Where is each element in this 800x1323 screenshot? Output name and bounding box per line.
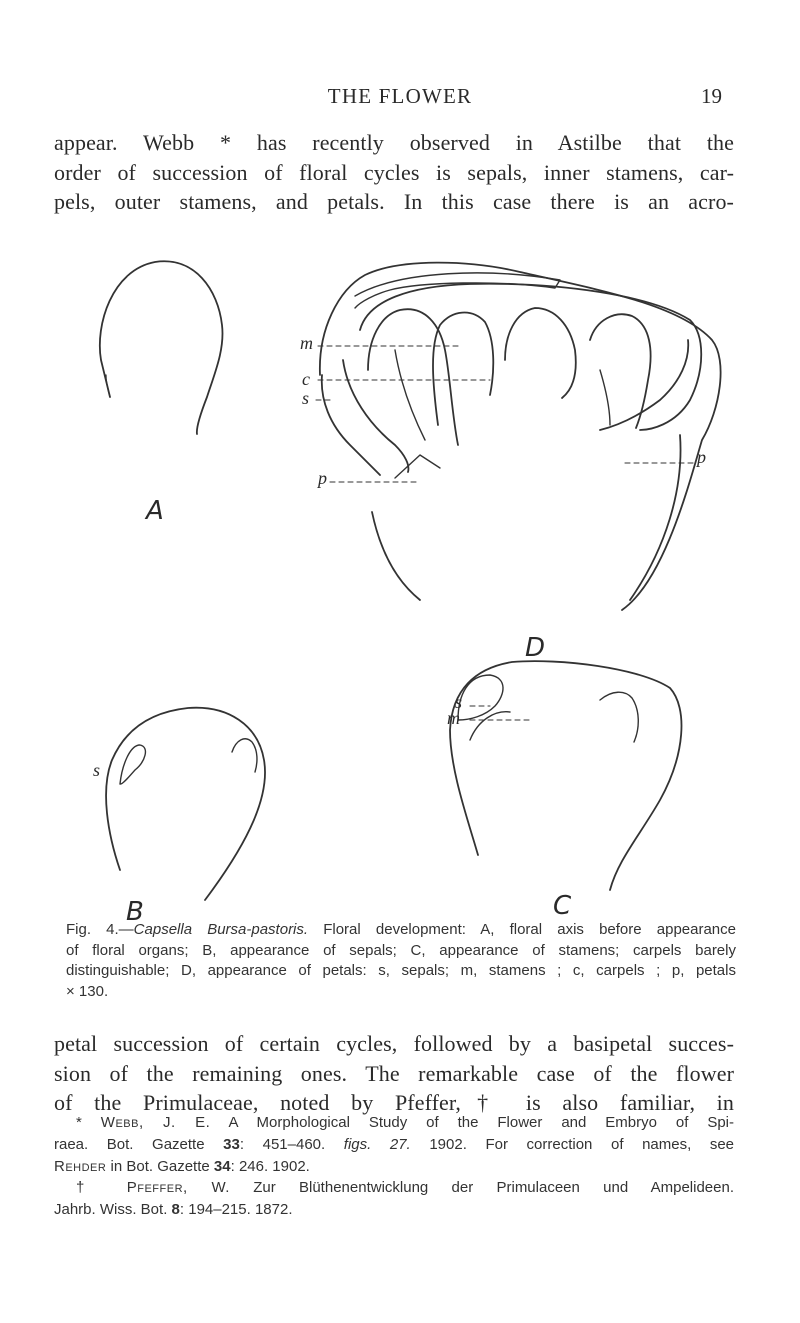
footnotes <box>54 1112 734 1221</box>
footnote-1-year-note: 1902. For correction of names, see <box>429 1135 735 1153</box>
footnote-1-author: Webb, J. E. <box>100 1114 211 1131</box>
footnote-1-journal: raea. Bot. Gazette <box>54 1135 205 1153</box>
footnote-1-rehder: Rehder <box>54 1157 107 1175</box>
footnote-2-journal: Jahrb. Wiss. Bot. <box>54 1201 168 1219</box>
paragraph-1-line-3: pels, outer stamens, and petals. In this case there is an acro- <box>54 189 734 214</box>
caption-line-2: of floral organs; B, appearance of sepals; C, appearance of stamens; carpels barely <box>66 941 736 959</box>
floral-development-figure <box>0 250 800 927</box>
caption-line-4: × 130. <box>66 982 109 1000</box>
caption-line-1: Fig. 4.—Capsella Bursa-pastoris. Floral development: A, floral axis before appearance <box>66 921 736 938</box>
panel-label-b: B <box>126 897 144 927</box>
panel-b-right-sepal <box>232 739 257 772</box>
running-head <box>0 84 800 108</box>
footnote-2-title: Zur Blüthenentwicklung der Primulaceen und Ampelideen. <box>253 1179 734 1197</box>
panel-label-d: D <box>525 633 546 663</box>
footnote-1-marker: * <box>76 1114 82 1131</box>
panel-d-stamen-inner-right <box>600 370 610 425</box>
footnote-1-figs: figs. 27. <box>343 1135 411 1153</box>
panel-d-outer-sepal-tip <box>355 273 560 308</box>
panel-c-right-sepal <box>600 692 638 742</box>
panel-d-carpel-right <box>505 308 576 398</box>
footnote-1-journal-2: in Bot. Gazette <box>110 1157 210 1175</box>
panel-d-stamen-left <box>368 309 458 445</box>
panel-c-outline <box>450 661 681 890</box>
footnote-2-line-2 <box>54 1199 734 1221</box>
footnote-1-title: A Morphological Study of the Flower and Embryo of Spi- <box>228 1114 735 1131</box>
footnote-2-marker: † <box>76 1179 104 1197</box>
caption-line-3: distinguishable; D, appearance of petals: s, sepals; m, stamens ; c, carpels ; p, petals <box>66 962 736 979</box>
footnote-2-pages: : 194–215. 1872. <box>179 1201 293 1219</box>
caption-text-1: Floral development: A, floral axis before appearance <box>323 921 736 938</box>
footnote-1-line-1 <box>54 1112 734 1134</box>
paragraph-2-line-2: sion of the remaining ones. The remarkable case of the flower <box>54 1060 734 1086</box>
footnote-1-line-3 <box>54 1156 734 1178</box>
paragraph-1-line-1: appear. Webb * has recently observed in Astilbe that the <box>54 130 734 155</box>
panel-c-stamen <box>470 712 510 740</box>
panel-d-bottom-notch <box>395 455 440 478</box>
running-title: THE FLOWER <box>327 84 473 108</box>
footnote-1-volume: 33 <box>223 1135 240 1153</box>
organ-label-m: m <box>300 333 313 353</box>
organ-label-p-left: p <box>318 468 327 488</box>
footnote-1-volume-2: 34 <box>213 1157 231 1175</box>
footnote-2-author: Pfeffer, W. <box>126 1179 230 1197</box>
paragraph-2-line-3: of the Primulaceae, noted by Pfeffer,† is also familiar, in <box>54 1090 734 1115</box>
footnote-1-pages-2: : 246. 1902. <box>230 1157 310 1175</box>
panel-d-stamen-right <box>590 314 651 428</box>
panel-c-organ-label-m: m <box>447 708 460 728</box>
panel-c-organ-label-s: s <box>455 692 463 712</box>
footnote-1-pages: : 451–460. <box>239 1135 326 1153</box>
paragraph-2 <box>54 1029 734 1118</box>
panel-d-carpel-left <box>433 313 493 425</box>
panel-b-organ-label-s: s <box>93 760 101 780</box>
panel-label-a: A <box>146 496 164 526</box>
panel-a-axis-outline <box>100 261 223 434</box>
organ-label-p-right: p <box>697 447 706 467</box>
organ-label-s: s <box>302 388 310 408</box>
panel-d-left-petal <box>343 360 408 472</box>
figure-drawings <box>0 250 800 915</box>
caption-species: Capsella Bursa-pastoris. <box>133 921 309 938</box>
paragraph-2-line-1: petal succession of certain cycles, followed by a basipetal succes- <box>54 1031 734 1056</box>
footnote-2-volume: 8 <box>171 1201 180 1219</box>
panel-d-stamen-inner-left <box>395 350 425 440</box>
footnote-2-line-1 <box>54 1177 734 1199</box>
panel-d-left-base <box>372 512 420 600</box>
figure-caption <box>66 920 736 1002</box>
paragraph-1-line-2: order of succession of floral cycles is sepals, inner stamens, car- <box>54 159 734 185</box>
panel-b-left-sepal <box>120 745 145 784</box>
paragraph-1 <box>54 128 734 217</box>
panel-label-c: C <box>553 891 572 921</box>
page-number: 19 <box>701 84 722 108</box>
footnote-1-line-2 <box>54 1134 734 1156</box>
caption-fig-number: Fig. 4. <box>66 921 119 938</box>
panel-b-outline <box>106 708 265 900</box>
panel-d-right-wall <box>630 435 681 600</box>
organ-label-c: c <box>302 369 310 389</box>
